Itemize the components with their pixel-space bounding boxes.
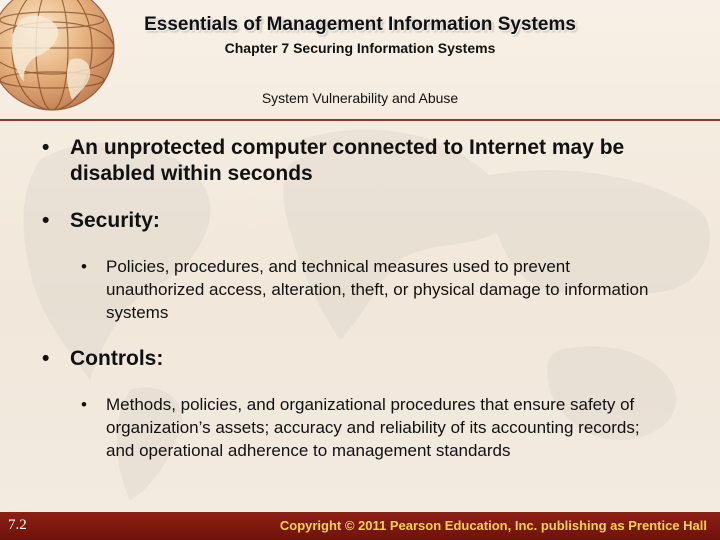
sub-list-item: [81, 393, 666, 462]
list-item: [42, 346, 670, 372]
sub-list-item: [81, 255, 666, 324]
header-divider: [0, 119, 720, 121]
list-item: [42, 208, 670, 234]
list-item: [42, 135, 670, 187]
bullet-marker: •: [81, 257, 87, 276]
bullet-marker: •: [42, 136, 50, 159]
bullet-marker: •: [42, 209, 50, 232]
slide-title: Essentials of Management Information Systems: [144, 14, 576, 35]
bullet-text: Controls:: [70, 347, 164, 370]
copyright-notice: Copyright © 2011 Pearson Education, Inc. publishing as Prentice Hall: [279, 518, 707, 533]
sub-bullet-text: Methods, policies, and organizational procedures that ensure safety of organization’s assets; accuracy and reliability of its accounting records; and operational adherence to management standards: [106, 395, 640, 460]
section-heading: System Vulnerability and Abuse: [261, 90, 459, 106]
slide-header: [0, 0, 720, 120]
sub-bullet-text: Policies, procedures, and technical measures used to prevent unauthorized access, alteration, theft, or physical damage to information systems: [106, 257, 649, 322]
footer-bar: [0, 512, 720, 540]
bullet-text: Security:: [70, 209, 160, 232]
slide-number: 7.2: [8, 517, 27, 533]
chapter-subtitle: Chapter 7 Securing Information Systems: [224, 40, 496, 56]
bullet-text: An unprotected computer connected to Internet may be disabled within seconds: [70, 136, 625, 185]
bullet-marker: •: [42, 347, 50, 370]
bullet-marker: •: [81, 395, 87, 414]
